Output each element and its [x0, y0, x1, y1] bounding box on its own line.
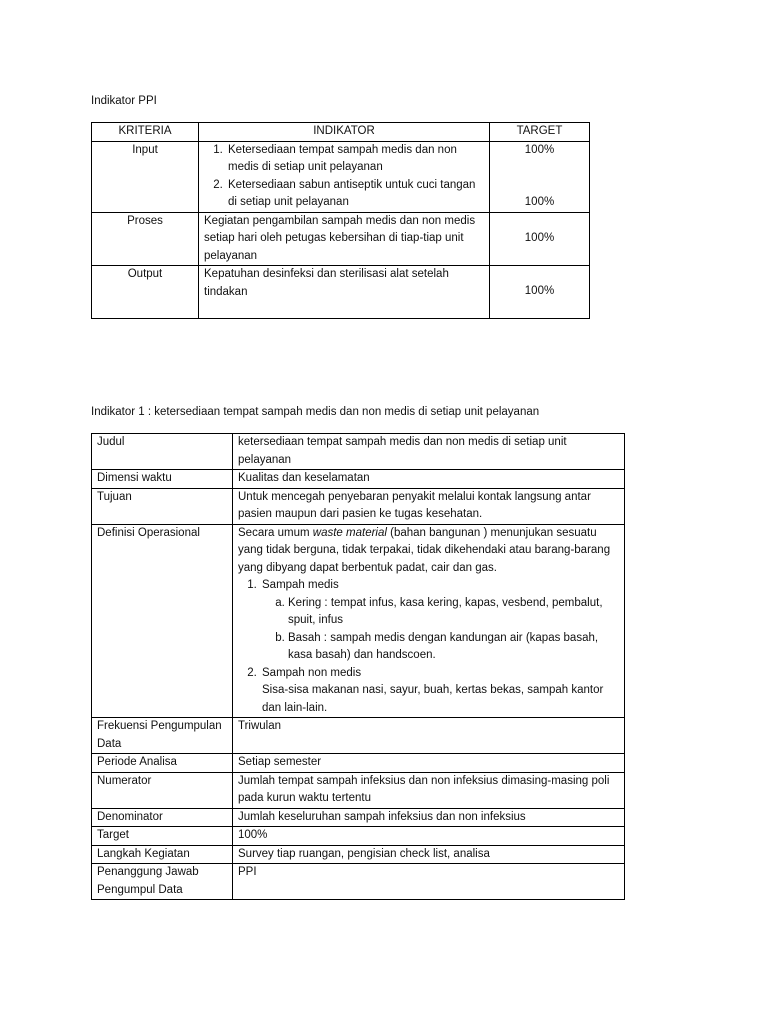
label-tujuan: Tujuan [92, 488, 233, 524]
list-item-title: Sampah non medis [262, 666, 362, 679]
label-langkah-kegiatan: Langkah Kegiatan [92, 845, 233, 864]
section-heading-indikator-ppi: Indikator PPI [91, 95, 157, 107]
indikator-output: Kepatuhan desinfeksi dan sterilisasi alat setelah tindakan [199, 266, 490, 319]
indikator-input [199, 141, 490, 212]
value-frekuensi: Triwulan [233, 718, 625, 754]
table-row [92, 718, 625, 754]
table-row-proses [92, 212, 590, 266]
table-row [92, 470, 625, 489]
table-row [92, 754, 625, 773]
value-langkah-kegiatan: Survey tiap ruangan, pengisian check list, analisa [233, 845, 625, 864]
list-item [260, 577, 619, 665]
kriteria-output: Output [92, 266, 199, 319]
target-proses: 100% [490, 212, 590, 266]
value-periode-analisa: Setiap semester [233, 754, 625, 773]
table-row [92, 845, 625, 864]
table-row [92, 524, 625, 718]
target-output: 100% [490, 266, 590, 319]
definisi-list [238, 577, 619, 717]
header-target: TARGET [490, 123, 590, 142]
list-item-description: Sisa-sisa makanan nasi, sayur, buah, kertas bekas, sampah kantor dan lain-lain. [262, 684, 604, 714]
value-target: 100% [233, 827, 625, 846]
table-row [92, 434, 625, 470]
target-input-2: 100% [524, 196, 555, 208]
table-row [92, 488, 625, 524]
section-heading-indikator-1: Indikator 1 : ketersediaan tempat sampah medis dan non medis di setiap unit pelayanan [91, 406, 540, 418]
definisi-intro-rest: (bahan bangunan ) menunjukan sesuatu yang tidak berguna, tidak terpakai, tidak dikehendaki atau barang-barang yang dibyang dapat berbentuk padat, cair dan gas. [238, 526, 611, 574]
table-row-output [92, 266, 590, 319]
value-denominator: Jumlah keseluruhan sampah infeksius dan non infeksius [233, 808, 625, 827]
definisi-intro-emphasis: waste material [312, 526, 387, 539]
target-input [490, 141, 590, 212]
table-header-row [92, 123, 590, 142]
indikator-ppi-table [91, 122, 590, 319]
list-item: a. Kering : tempat infus, kasa kering, kapas, vesbend, pembalut, spuit, infus [288, 595, 619, 630]
target-input-1: 100% [524, 143, 555, 156]
header-indikator: INDIKATOR [199, 123, 490, 142]
list-item-title: Sampah medis [262, 579, 339, 591]
label-penanggung-jawab: Penanggung Jawab Pengumpul Data [92, 864, 233, 900]
label-periode-analisa: Periode Analisa [92, 754, 233, 773]
kriteria-proses: Proses [92, 212, 199, 266]
table-row [92, 808, 625, 827]
table-row [92, 864, 625, 900]
definisi-intro-text: Secara umum [238, 526, 313, 539]
indikator-1-profile-table [91, 433, 625, 900]
table-row-input [92, 141, 590, 212]
list-item: b. Basah : sampah medis dengan kandungan air (kapas basah, kasa basah) dan handscoen. [288, 630, 619, 665]
indikator-proses: Kegiatan pengambilan sampah medis dan non medis setiap hari oleh petugas kebersihan di tiap-tiap unit pelayanan [199, 212, 490, 266]
value-dimensi-waktu: Kualitas dan keselamatan [233, 470, 625, 489]
definisi-intro [238, 525, 619, 578]
table-row [92, 827, 625, 846]
value-tujuan: Untuk mencegah penyebaran penyakit melalui kontak langsung antar pasien maupun dari pasien ke tugas kesehatan. [233, 488, 625, 524]
label-numerator: Numerator [92, 772, 233, 808]
label-judul: Judul [92, 434, 233, 470]
kriteria-input: Input [92, 141, 199, 212]
label-definisi-operasional: Definisi Operasional [92, 524, 233, 718]
list-item: 2. Ketersediaan sabun antiseptik untuk cuci tangan di setiap unit pelayanan [226, 177, 484, 212]
label-dimensi-waktu: Dimensi waktu [92, 470, 233, 489]
value-numerator: Jumlah tempat sampah infeksius dan non infeksius dimasing-masing poli pada kurun waktu tertentu [233, 772, 625, 808]
label-frekuensi: Frekuensi Pengumpulan Data [92, 718, 233, 754]
value-definisi-operasional [233, 524, 625, 718]
header-kriteria: KRITERIA [92, 123, 199, 142]
label-target: Target [92, 827, 233, 846]
label-denominator: Denominator [92, 808, 233, 827]
value-penanggung-jawab: PPI [233, 864, 625, 900]
list-item [260, 665, 619, 718]
table-row [92, 772, 625, 808]
list-item: 1. Ketersediaan tempat sampah medis dan non medis di setiap unit pelayanan [226, 142, 484, 177]
value-judul: ketersediaan tempat sampah medis dan non medis di setiap unit pelayanan [233, 434, 625, 470]
